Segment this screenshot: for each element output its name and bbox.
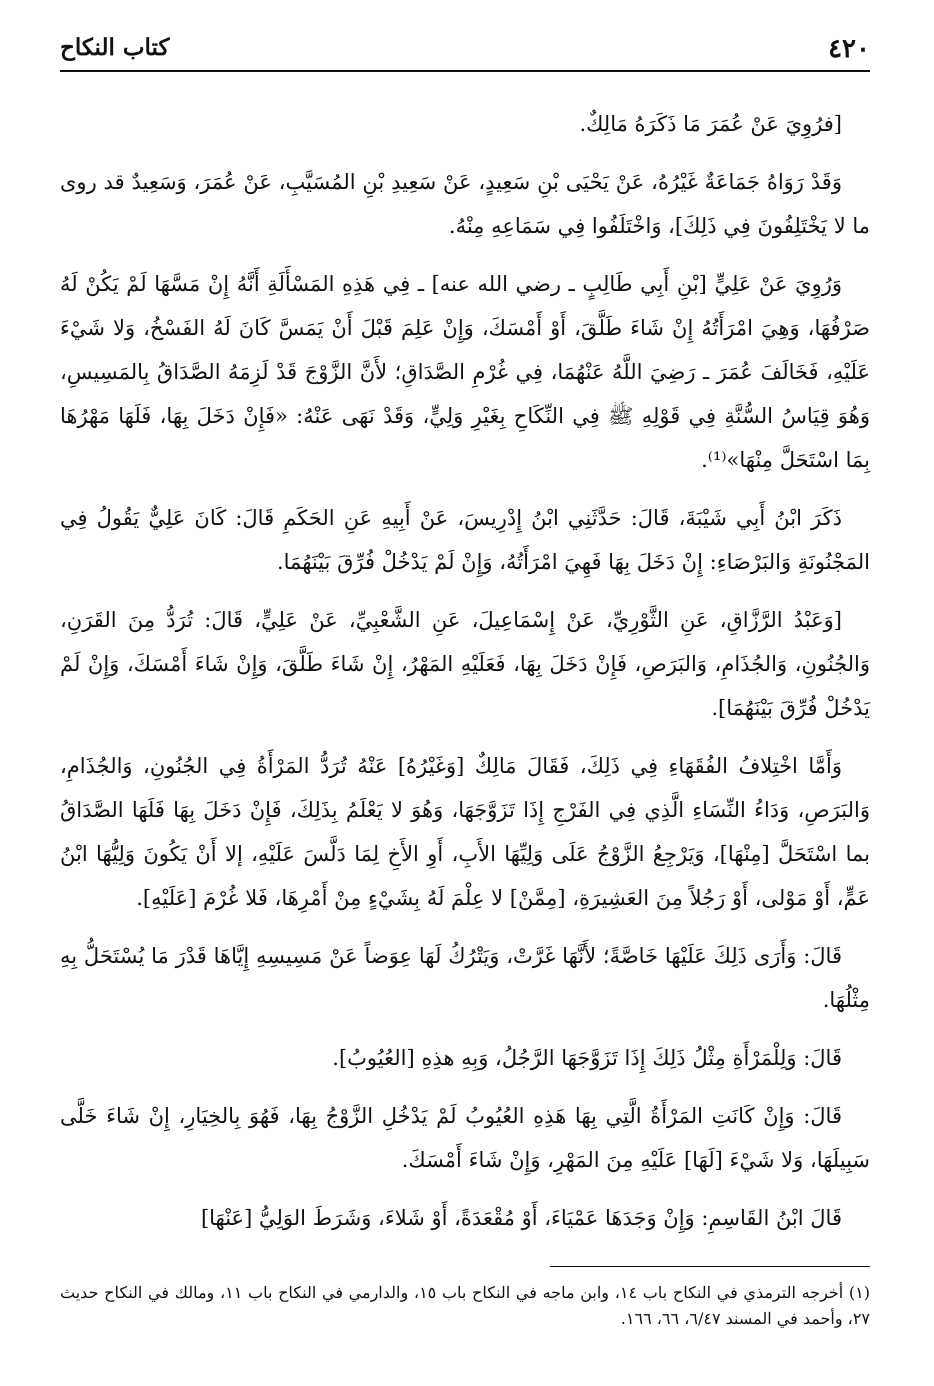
paragraph: وَرُوِيَ عَنْ عَلِيٍّ [بْنِ أَبِي طَالِبٍ ـ رضي الله عنه] ـ فِي هَذِهِ المَسْأَلَةِ أَنَّهُ إِنْ مَسَّهَا لَمْ يَكُنْ لَهُ صَرْفُهَا، وَهِيَ امْرَأَتُهُ إِنْ شَاءَ طَلَّقَ، أَوْ أَمْسَكَ، وَإِنْ عَلِمَ قَبْلَ أَنْ يَمَسَّ كَانَ لَهُ الفَسْخُ، وَلا شَيْءَ عَلَيْهِ، فَخَالَفَ عُمَرَ ـ رَضِيَ اللَّهُ عَنْهُمَا، فِي غُرْمِ الصَّدَاقِ؛ لأَنَّ الزَّوْجَ قَدْ لَزِمَهُ الصَّدَاقُ بِالمَسِيسِ، وَهُوَ قِيَاسُ السُّنَّةِ فِي قَوْلِهِ ﷺ فِي النِّكَاحِ بِغَيْرِ وَلِيٍّ، وَقَدْ نَهَى عَنْهُ: «فَإِنْ دَخَلَ بِهَا، فَلَهَا مَهْرُهَا بِمَا اسْتَحَلَّ مِنْهَا»⁽¹⁾.	[60, 272, 870, 472]
paragraph: [وَعَبْدُ الرَّزَّاقِ، عَنِ الثَّوْرِيِّ، عَنْ إِسْمَاعِيلَ، عَنِ الشَّعْبِيِّ، عَنْ عَلِيٍّ، قَالَ: تُرَدُّ مِنَ القَرَنِ، وَالجُنُونِ، وَالجُذَامِ، وَالبَرَصِ، فَإِنْ دَخَلَ بِهَا، فَعَلَيْهِ المَهْرُ، إِنْ شَاءَ طَلَّقَ، وَإِنْ شَاءَ أَمْسَكَ، وَإِنْ لَمْ يَدْخُلْ فُرِّقَ بَيْنَهُمَا].	[60, 608, 870, 720]
paragraph: قَالَ: وَلِلْمَرْأَةِ مِثْلُ ذَلِكَ إِذَا تَزَوَّجَهَا الرَّجُلُ، وَبِهِ هذِهِ [العُيُوبُ].	[332, 1046, 842, 1070]
book-title: كتاب النكاح	[60, 34, 177, 61]
running-header	[60, 34, 870, 72]
footnote: (١) أخرجه الترمذي في النكاح باب ١٤، وابن ماجه في النكاح باب ١٥، والدارمي في النكاح باب ١١، ومالك في النكاح حديث ٢٧، وأحمد في المسند ٦/٤٧، ٦٦، ١٦٦.	[60, 1283, 871, 1328]
main-text	[60, 102, 870, 1254]
paragraph: قَالَ: وَإِنْ كَانَتِ المَرْأَةُ الَّتِي بِهَا هَذِهِ العُيُوبُ لَمْ يَدْخُلِ الزَّوْجُ بِهَا، فَهُوَ بِالخِيَارِ، إِنْ شَاءَ خَلَّى سَبِيلَهَا، وَلا شَيْءَ [لَهَا] عَلَيْهِ مِنَ المَهْرِ، وَإِنْ شَاءَ أَمْسَكَ.	[60, 1104, 870, 1172]
footnote-divider	[550, 1266, 870, 1267]
paragraph: [فرُوِيَ عَنْ عُمَرَ مَا ذَكَرَهُ مَالِكٌ.	[579, 112, 842, 136]
page-number: ٤٢٠	[820, 34, 870, 64]
paragraph: وَأَمَّا اخْتِلافُ الفُقَهَاءِ فِي ذَلِكَ، فَقَالَ مَالِكٌ [وَغَيْرُهُ] عَنْهُ تُرَدُّ المَرْأَةُ فِي الجُنُونِ، وَالجُذَامِ، وَالبَرَصِ، وَدَاءُ النِّسَاءِ الَّذِي فِي الفَرْجِ إِذَا تَزَوَّجَهَا، وَهُوَ لا يَعْلَمُ بِذَلِكَ، فَإِنْ دَخَلَ بِهَا فَلَهَا الصَّدَاقُ بما اسْتَحَلَّ [مِنْهَا]، وَيَرْجِعُ الزَّوْجُ عَلَى وَلِيِّهَا الأَبِ، أَوِ الأَخِ لِمَا دَلَّسَ عَلَيْهِ، إلا أَنْ يَكُونَ وَلِيُّهَا ابْنُ عَمٍّ، أَوْ مَوْلى، أَوْ رَجُلاً مِنَ العَشِيرَةِ، [مِمَّنْ] لا عِلْمَ لَهُ بِشَيْءٍ مِنْ أَمْرِهَا، فَلا غُرْمَ [عَلَيْهِ].	[60, 754, 870, 910]
paragraph: قَالَ: وَأَرَى ذَلِكَ عَلَيْهَا خَاصَّةً؛ لأَنَّهَا غَرَّتْ، وَيَتْرُكُ لَهَا عِوَضاً عَنْ مَسِيسِهِ إِيَّاهَا قَدْرَ مَا يُسْتَحَلُّ بِهِ مِثْلُهَا.	[60, 944, 870, 1012]
paragraph: وَقَدْ رَوَاهُ جَمَاعَةٌ غَيْرُهُ، عَنْ يَحْيَى بْنِ سَعِيدٍ، عَنْ سَعِيدِ بْنِ المُسَيَّبِ، عَنْ عُمَرَ، وَسَعِيدٌ قد روى ما لا يَخْتَلِفُونَ فِي ذَلِكَ]، وَاخْتَلَفُوا فِي سَمَاعِهِ مِنْهُ.	[60, 170, 870, 238]
paragraph: قَالَ ابْنُ القَاسِمِ: وَإِنْ وَجَدَهَا عَمْيَاءَ، أَوْ مُقْعَدَةً، أَوْ شَلاءَ، وَشَرَطَ الوَلِيُّ [عَنْهَا]	[200, 1206, 842, 1230]
book-page	[60, 20, 870, 1360]
paragraph: ذَكَرَ ابْنُ أَبِي شَيْبَةَ، قَالَ: حَدَّثَنِي ابْنُ إِدْرِيسَ، عَنْ أَبِيهِ عَنِ الحَكَمِ قَالَ: كَانَ عَلِيٌّ يَقُولُ فِي المَجْنُونَةِ وَالبَرْصَاءِ: إِنْ دَخَلَ بِهَا فَهِيَ امْرَأَتُهُ، وَإِنْ لَمْ يَدْخُلْ فُرِّقَ بَيْنَهُمَا.	[60, 506, 870, 574]
